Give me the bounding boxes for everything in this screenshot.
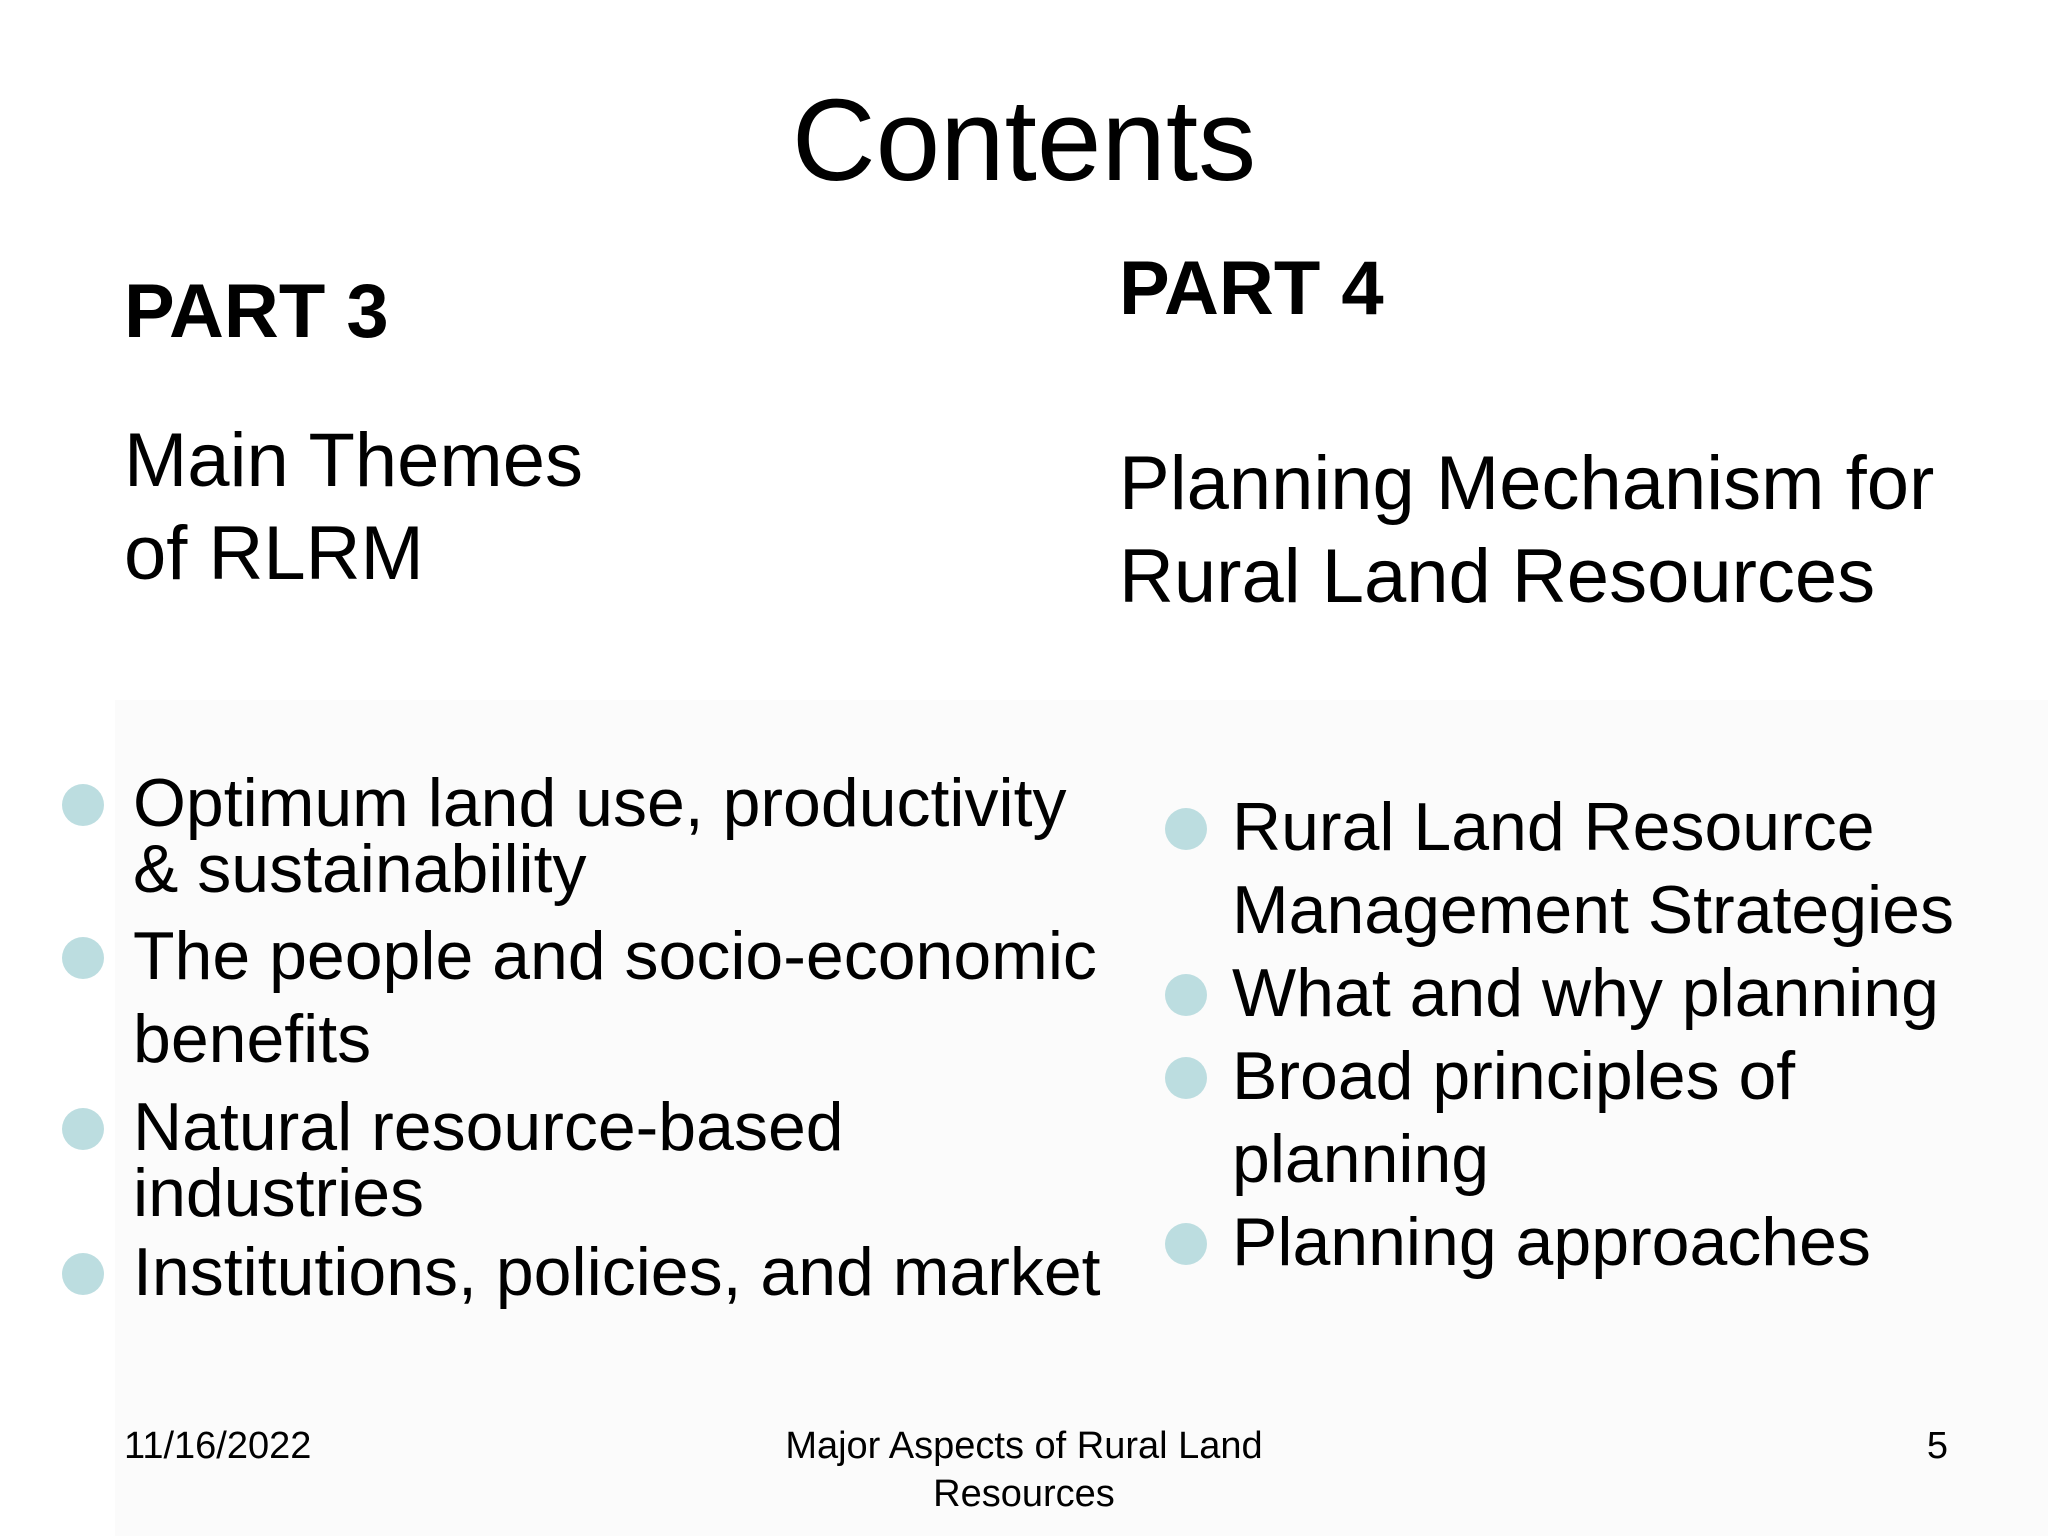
round-bullet-icon [1165, 974, 1207, 1016]
part3-subtitle: Main Themes of RLRM [124, 418, 584, 596]
footer-date: 11/16/2022 [124, 1425, 312, 1467]
bullet-text: Planning approaches [1232, 1204, 1871, 1280]
list-item [1162, 786, 2042, 952]
bullet-text: Broad principles of planning [1232, 1038, 1796, 1197]
round-bullet-icon [1165, 1057, 1207, 1099]
slide-title: Contents [791, 75, 1257, 205]
bullet-text: Natural resource-based industries [133, 1089, 844, 1231]
list-item [60, 1234, 1140, 1310]
part3-bullet-list [60, 765, 1140, 1310]
part3-heading: PART 3 [124, 269, 389, 354]
footer-title-text: Major Aspects of Rural Land Resources [785, 1425, 1263, 1515]
bullet-text: Rural Land Resource Management Strategies [1232, 789, 1954, 948]
bullet-text: What and why planning [1232, 955, 1939, 1031]
list-item [60, 765, 1140, 907]
round-bullet-icon [1165, 808, 1207, 850]
footer-presentation-title [724, 1422, 1324, 1518]
part4-subtitle: Planning Mechanism for Rural Land Resources [1119, 441, 1935, 619]
round-bullet-icon [62, 937, 104, 979]
round-bullet-icon [1165, 1223, 1207, 1265]
bullet-text: Institutions, policies, and market [133, 1234, 1101, 1310]
bullet-text: Optimum land use, productivity & sustainability [133, 765, 1067, 907]
slide-number: 5 [1926, 1425, 1948, 1467]
part4-bullet-list [1162, 786, 2042, 1284]
round-bullet-icon [62, 1253, 104, 1295]
round-bullet-icon [62, 1108, 104, 1150]
list-item [1162, 1201, 2042, 1284]
part4-heading: PART 4 [1119, 246, 1384, 331]
list-item [1162, 952, 2042, 1035]
round-bullet-icon [62, 784, 104, 826]
bullet-text: The people and socio-economic benefits [133, 918, 1097, 1077]
list-item [1162, 1035, 2042, 1201]
list-item [60, 1089, 1140, 1231]
list-item [60, 915, 1140, 1081]
